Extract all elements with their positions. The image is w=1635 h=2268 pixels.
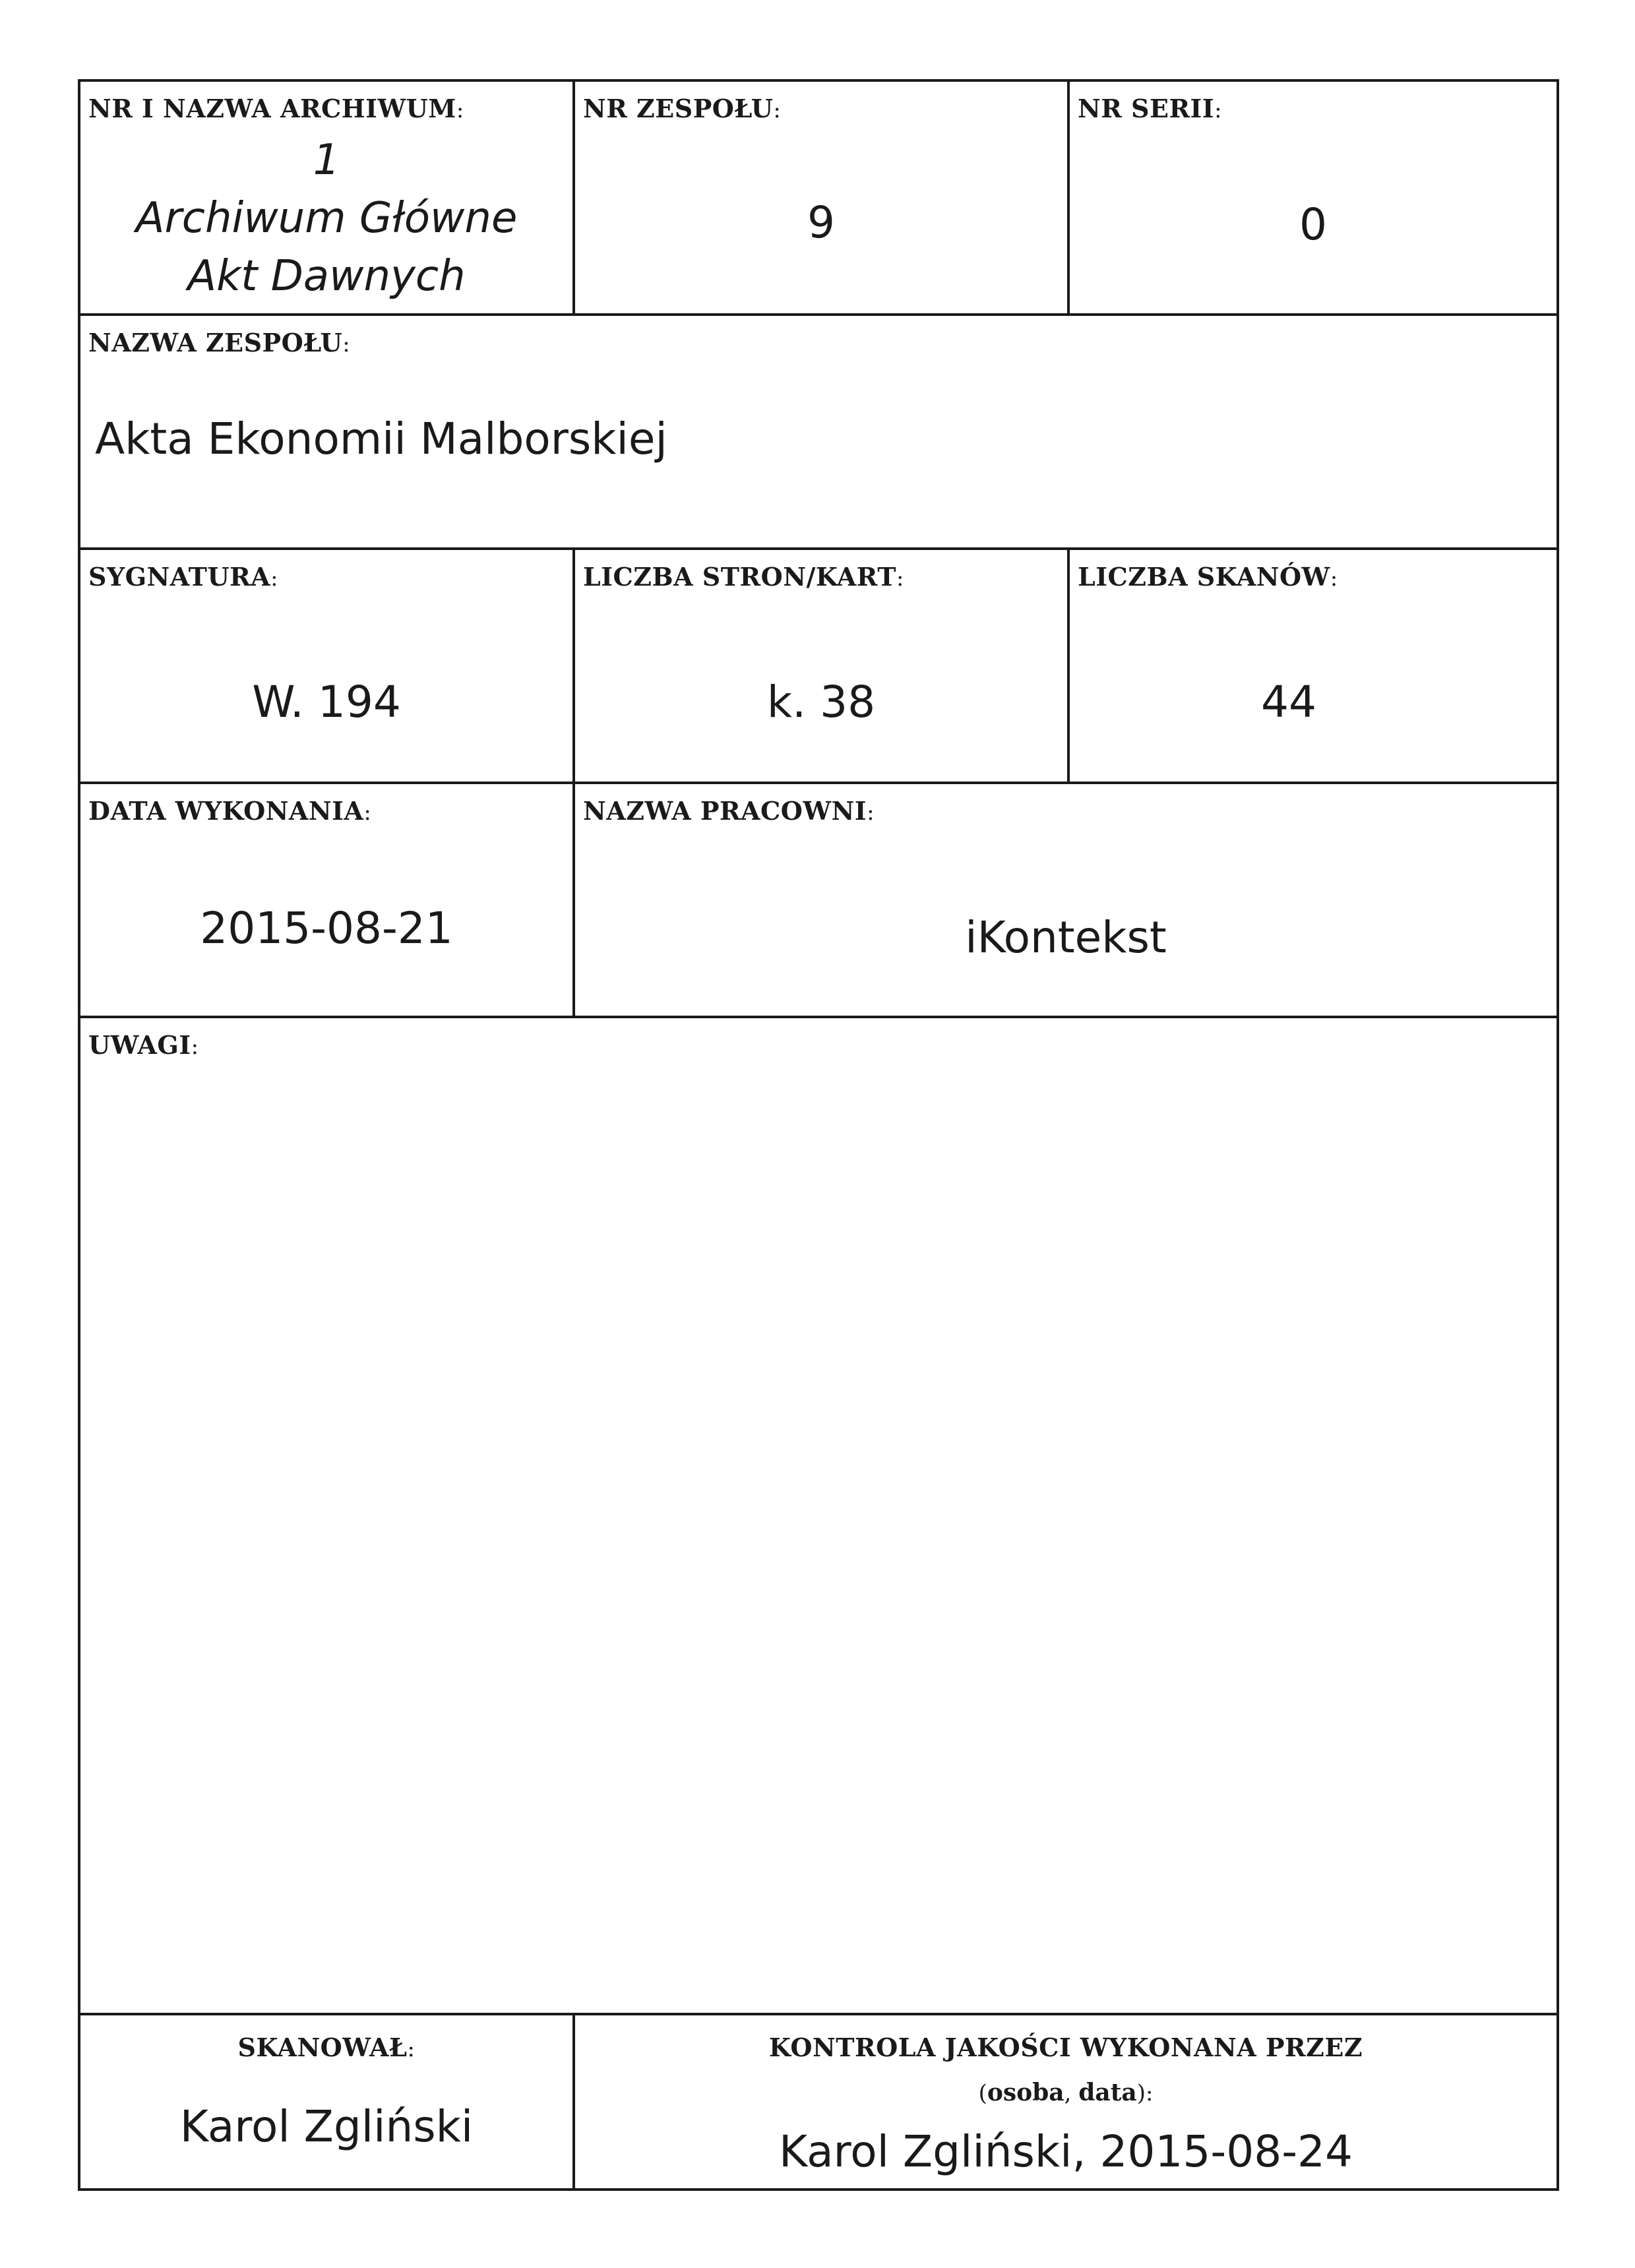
quality-control-value: Karol Zgliński, 2015-08-24 [778, 2126, 1353, 2177]
fonds-number-cell [575, 82, 1070, 316]
quality-control-sublabel: (osoba, data): [978, 2079, 1154, 2106]
quality-control-sublabel-date: data [1078, 2079, 1137, 2106]
scans-count-label: LICZBA SKANÓW: [1078, 562, 1338, 592]
workshop-name-value: iKontekst [965, 912, 1167, 963]
execution-date-label: DATA WYKONANIA: [88, 796, 372, 826]
signature-value: W. 194 [252, 677, 401, 727]
fonds-number-value: 9 [807, 197, 835, 248]
signature-label: SYGNATURA: [88, 562, 279, 592]
remarks-label: UWAGI: [88, 1030, 199, 1060]
fonds-number-label: NR ZESPOŁU: [583, 94, 782, 123]
pages-count-label: LICZBA STRON/KART: [583, 562, 904, 592]
signature-cell [80, 550, 575, 784]
fonds-name-cell [80, 316, 1557, 550]
fonds-name-label: NAZWA ZESPOŁU: [88, 328, 351, 357]
execution-date-value: 2015-08-21 [200, 903, 453, 954]
scanned-by-label: SKANOWAŁ: [237, 2033, 416, 2062]
archive-name-line1: Archiwum Główne [135, 194, 518, 243]
workshop-name-label: NAZWA PRACOWNI: [583, 796, 875, 826]
quality-control-label: KONTROLA JAKOŚCI WYKONANA PRZEZ [768, 2033, 1363, 2062]
archive-cell [80, 82, 575, 316]
scans-count-value: 44 [1261, 677, 1316, 727]
archive-number: 1 [313, 136, 340, 185]
pages-count-value: k. 38 [766, 677, 876, 727]
quality-control-cell [575, 2015, 1557, 2188]
scanned-by-value: Karol Zgliński [179, 2101, 474, 2152]
series-number-cell [1070, 82, 1557, 316]
series-number-label: NR SERII: [1078, 94, 1223, 123]
metadata-form [78, 79, 1559, 2191]
scanned-by-cell [80, 2015, 575, 2188]
archive-name-line2: Akt Dawnych [187, 252, 466, 301]
remarks-cell [80, 1018, 1557, 2015]
series-number-value: 0 [1299, 199, 1327, 250]
scans-count-cell [1070, 550, 1557, 784]
execution-date-cell [80, 784, 575, 1018]
fonds-name-value: Akta Ekonomii Malborskiej [95, 414, 667, 464]
archive-label: NR I NAZWA ARCHIWUM: [88, 94, 464, 123]
workshop-name-cell [575, 784, 1557, 1018]
quality-control-sublabel-person: osoba [987, 2079, 1064, 2106]
pages-count-cell [575, 550, 1070, 784]
